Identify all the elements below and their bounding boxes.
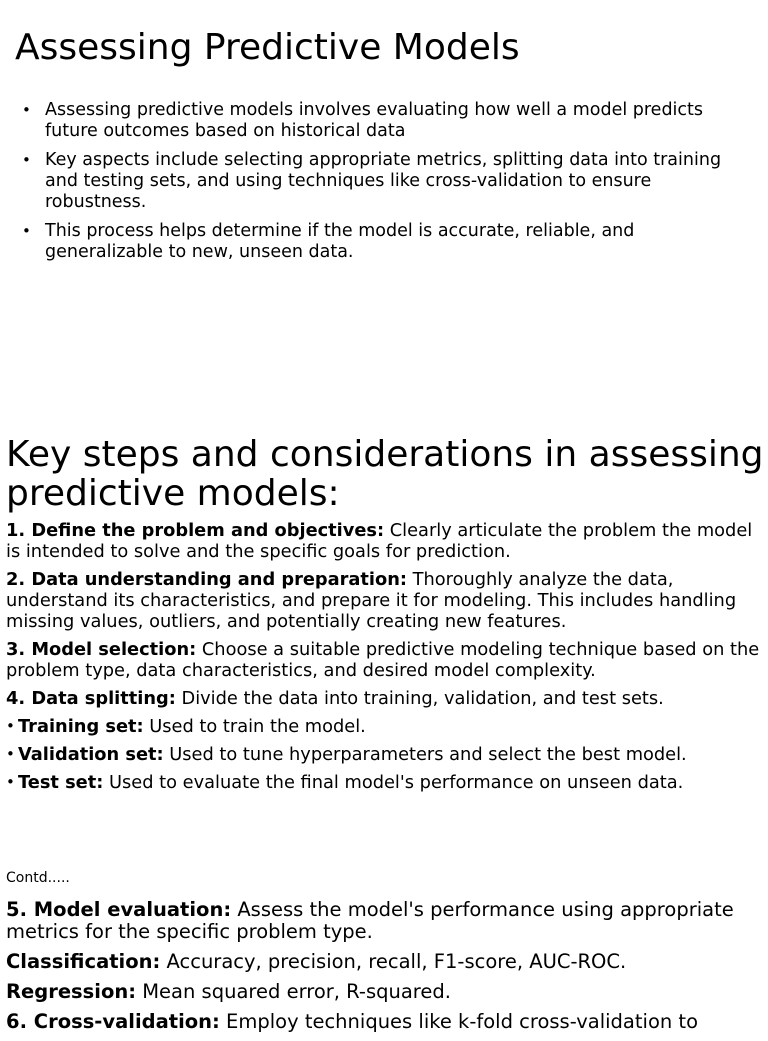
bullet-icon: • (6, 717, 15, 735)
step-label: 2. Data understanding and preparation: (6, 569, 407, 590)
intro-bullet-item (22, 221, 742, 263)
split-set-item (6, 744, 766, 765)
bullet-icon: • (6, 745, 15, 763)
bullet-icon: • (22, 151, 31, 169)
step-text: Choose a suitable predictive modeling technique based on the problem type, data characteristics, and desired model complexity. (6, 639, 760, 681)
slide-title: Assessing Predictive Models (15, 27, 520, 68)
metric-item (6, 951, 766, 973)
step-text: Thoroughly analyze the data, understand its characteristics, and prepare it for modeling. This includes handling missing values, outliers, and potentially creating new features. (6, 569, 737, 632)
step-text: Clearly articulate the problem the model is intended to solve and the specific goals for prediction. (6, 520, 753, 562)
steps-list (6, 520, 766, 800)
step-item (6, 639, 766, 681)
step-label: 6. Cross-validation: (6, 1010, 220, 1033)
step-item (6, 569, 766, 632)
step-label: 3. Model selection: (6, 639, 197, 660)
intro-bullet-list (22, 100, 742, 271)
intro-bullet-text: Key aspects include selecting appropriate metrics, splitting data into training and testing sets, and using techniques like cross-validation to ensure robustness. (45, 150, 722, 212)
bullet-icon: • (22, 101, 31, 119)
split-set-text: Used to train the model. (143, 716, 366, 737)
step-item (6, 688, 766, 709)
metric-label: Regression: (6, 980, 137, 1003)
step-item (6, 1011, 766, 1033)
step-label: 4. Data splitting: (6, 688, 176, 709)
intro-bullet-text: This process helps determine if the model is accurate, reliable, and generalizable to new, unseen data. (45, 221, 635, 262)
contd-label: Contd..... (6, 870, 70, 886)
split-set-label: Validation set: (18, 744, 164, 765)
split-set-item (6, 772, 766, 793)
continued-steps-list (6, 899, 766, 1041)
step-text: Employ techniques like k-fold cross-validation to (219, 1010, 699, 1033)
metric-text: Accuracy, precision, recall, F1-score, AUC-ROC. (160, 950, 627, 973)
step-label: 5. Model evaluation: (6, 898, 232, 921)
section-heading: Key steps and considerations in assessing predictive models: (6, 434, 764, 514)
metric-item (6, 981, 766, 1003)
bullet-icon: • (22, 222, 31, 240)
split-set-label: Training set: (18, 716, 144, 737)
step-text: Divide the data into training, validation, and test sets. (175, 688, 664, 709)
step-text: Assess the model's performance using appropriate metrics for the specific problem type. (6, 898, 734, 943)
split-set-text: Used to evaluate the final model's performance on unseen data. (103, 772, 684, 793)
split-set-text: Used to tune hyperparameters and select the best model. (163, 744, 687, 765)
step-label: 1. Define the problem and objectives: (6, 520, 385, 541)
metric-label: Classification: (6, 950, 161, 973)
split-set-item (6, 716, 766, 737)
metric-text: Mean squared error, R-squared. (136, 980, 451, 1003)
intro-bullet-item (22, 100, 742, 142)
bullet-icon: • (6, 773, 15, 791)
split-set-label: Test set: (18, 772, 104, 793)
intro-bullet-text: Assessing predictive models involves evaluating how well a model predicts future outcomes based on historical data (45, 100, 704, 141)
step-item (6, 899, 766, 943)
intro-bullet-item (22, 150, 742, 213)
step-item (6, 520, 766, 562)
